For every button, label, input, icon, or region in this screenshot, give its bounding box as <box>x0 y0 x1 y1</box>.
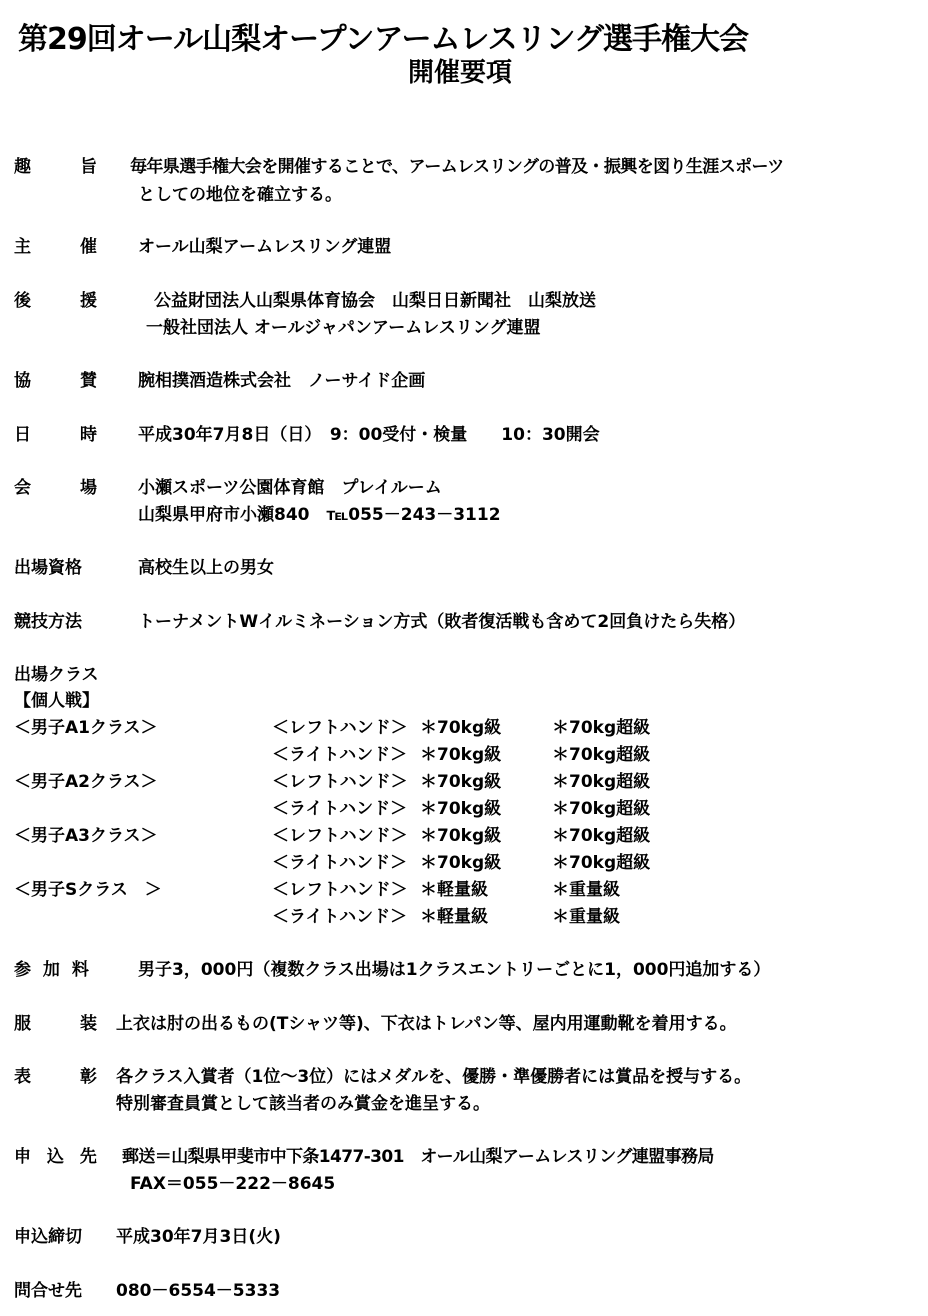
label: 問合せ先 <box>14 1281 82 1301</box>
purpose-text: としての地位を確立する。 <box>138 185 342 205</box>
weight-class: ＊70kg級 <box>420 799 502 819</box>
label: 出場資格 <box>14 558 82 578</box>
label: 申 込 先 <box>14 1147 102 1167</box>
label-char: 旨 <box>80 157 97 177</box>
label-char: 援 <box>80 291 97 311</box>
weight-class: ＊70kg超級 <box>552 745 651 765</box>
weight-class: ＊70kg超級 <box>552 772 651 792</box>
weight-class: ＊70kg級 <box>420 826 502 846</box>
label: 競技方法 <box>14 612 82 632</box>
label-char: 服 <box>14 1014 31 1034</box>
label: 参 加 料 <box>14 960 92 980</box>
method-text: トーナメントWイルミネーション方式（敗者復活戦も含めて2回負けたら失格） <box>138 612 746 632</box>
application-text: 郵送＝山梨県甲斐市中下条1477-301 オール山梨アームレスリング連盟事務局 <box>122 1147 714 1167</box>
weight-class: ＊70kg級 <box>420 772 502 792</box>
hand-label: ＜ライトハンド＞ <box>272 907 408 927</box>
sponsor-text: 腕相撲酒造株式会社 ノーサイド企画 <box>138 371 426 391</box>
label-char: 日 <box>14 425 31 445</box>
weight-class: ＊70kg超級 <box>552 799 651 819</box>
label-char: 彰 <box>80 1067 97 1087</box>
weight-class: ＊重量級 <box>552 880 620 900</box>
fee-text: 男子3，000円（複数クラス出場は1クラスエントリーごとに1，000円追加する） <box>138 960 771 980</box>
venue-address: 山梨県甲府市小瀬840 ℡055－243－3112 <box>138 505 501 525</box>
organizer-text: オール山梨アームレスリング連盟 <box>138 237 392 257</box>
hand-label: ＜レフトハンド＞ <box>272 718 408 738</box>
classes-subheading: 【個人戦】 <box>14 691 99 711</box>
weight-class: ＊重量級 <box>552 907 620 927</box>
hand-label: ＜ライトハンド＞ <box>272 745 408 765</box>
attire-text: 上衣は肘の出るもの(Tシャツ等)、下衣はトレパン等、屋内用運動靴を着用する。 <box>116 1014 737 1034</box>
purpose-text: 毎年県選手権大会を開催することで、アームレスリングの普及・振興を図り生涯スポーツ <box>130 157 784 177</box>
hand-label: ＜レフトハンド＞ <box>272 772 408 792</box>
classes-heading: 出場クラス <box>14 665 99 685</box>
deadline-text: 平成30年7月3日(火) <box>116 1227 281 1247</box>
label-char: 場 <box>80 478 97 498</box>
class-name: ＜男子A1クラス＞ <box>14 718 158 738</box>
label-char: 表 <box>14 1067 31 1087</box>
label-char: 後 <box>14 291 31 311</box>
weight-class: ＊軽量級 <box>420 907 488 927</box>
contact-phone: 080－6554－5333 <box>116 1281 281 1301</box>
fax-number: FAX＝055－222－8645 <box>130 1174 336 1194</box>
hand-label: ＜ライトハンド＞ <box>272 799 408 819</box>
hand-label: ＜レフトハンド＞ <box>272 880 408 900</box>
support-text: 一般社団法人 オールジャパンアームレスリング連盟 <box>146 318 541 338</box>
label-char: 趣 <box>14 157 31 177</box>
class-name: ＜男子Sクラス ＞ <box>14 880 162 900</box>
venue-text: 小瀬スポーツ公園体育館 プレイルーム <box>138 478 442 498</box>
awards-text: 特別審査員賞として該当者のみ賞金を進呈する。 <box>116 1094 490 1114</box>
label-char: 装 <box>80 1014 97 1034</box>
label-char: 協 <box>14 371 31 391</box>
label-char: 時 <box>80 425 97 445</box>
document-subtitle: 開催要項 <box>408 58 513 88</box>
weight-class: ＊70kg級 <box>420 745 502 765</box>
label-char: 賛 <box>80 371 97 391</box>
weight-class: ＊70kg超級 <box>552 853 651 873</box>
weight-class: ＊70kg級 <box>420 853 502 873</box>
weight-class: ＊軽量級 <box>420 880 488 900</box>
label-char: 主 <box>14 237 31 257</box>
hand-label: ＜レフトハンド＞ <box>272 826 408 846</box>
weight-class: ＊70kg級 <box>420 718 502 738</box>
weight-class: ＊70kg超級 <box>552 718 651 738</box>
hand-label: ＜ライトハンド＞ <box>272 853 408 873</box>
datetime-text: 平成30年7月8日（日） 9：00受付・検量 10：30開会 <box>138 425 600 445</box>
label-char: 催 <box>80 237 97 257</box>
support-text: 公益財団法人山梨県体育協会 山梨日日新聞社 山梨放送 <box>154 291 596 311</box>
class-name: ＜男子A2クラス＞ <box>14 772 158 792</box>
document-title: 第29回オール山梨オープンアームレスリング選手権大会 <box>18 22 749 57</box>
class-name: ＜男子A3クラス＞ <box>14 826 158 846</box>
label: 申込締切 <box>14 1227 82 1247</box>
weight-class: ＊70kg超級 <box>552 826 651 846</box>
label-char: 会 <box>14 478 31 498</box>
awards-text: 各クラス入賞者（1位～3位）にはメダルを、優勝・準優勝者には賞品を授与する。 <box>116 1067 752 1087</box>
eligibility-text: 高校生以上の男女 <box>138 558 274 578</box>
